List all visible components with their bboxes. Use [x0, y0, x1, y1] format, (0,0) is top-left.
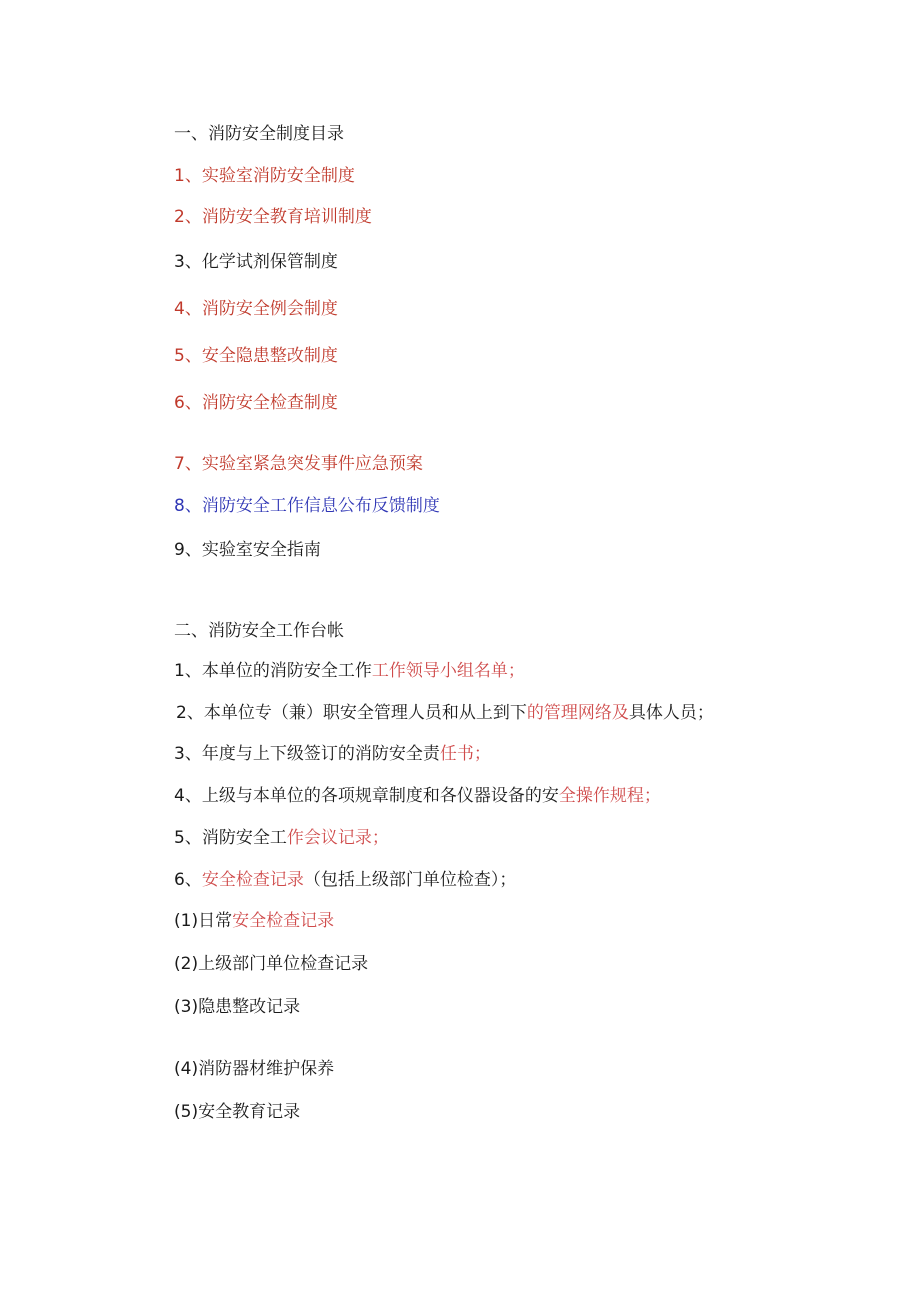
item-number: (4): [174, 1059, 199, 1079]
item-number: 1、: [174, 661, 202, 681]
item-text-highlight: 安全检查记录: [232, 911, 335, 931]
item-number: 3、: [174, 744, 202, 764]
list-item: [174, 660, 525, 682]
item-text: 消防安全工作信息公布反馈制度: [201, 496, 440, 516]
list-item: [174, 827, 389, 849]
list-item: [174, 743, 491, 765]
item-number: 5、: [174, 346, 202, 366]
item-number: (1): [174, 911, 199, 931]
item-number: 5、: [174, 828, 202, 848]
section2-heading: 二、消防安全工作台帐: [174, 621, 344, 641]
list-item: [174, 206, 372, 228]
item-text-highlight: 安全检查记录: [201, 870, 304, 890]
item-number: 2、: [176, 703, 204, 723]
list-item: [174, 785, 661, 807]
item-text-highlight: 的管理网络及: [526, 703, 629, 723]
list-item: [174, 165, 355, 187]
item-text: 消防安全教育培训制度: [201, 207, 372, 227]
item-text: 本单位专（兼）职安全管理人员和从上到下: [203, 703, 527, 723]
item-text: 实验室消防安全制度: [201, 166, 355, 186]
item-number: (5): [174, 1102, 199, 1122]
item-number: 3、: [174, 252, 202, 272]
item-text: 本单位的消防安全工作: [201, 661, 372, 681]
sub-list-item: [174, 910, 334, 932]
item-number: 4、: [174, 299, 202, 319]
list-item: [174, 345, 338, 367]
item-text: 消防安全例会制度: [201, 299, 338, 319]
list-item: [174, 251, 338, 273]
sub-list-item: [174, 1058, 334, 1080]
item-text: 安全隐患整改制度: [201, 346, 338, 366]
item-text: 安全教育记录: [198, 1102, 301, 1122]
item-number: (3): [174, 997, 199, 1017]
item-text: 实验室紧急突发事件应急预案: [201, 454, 423, 474]
item-text: 隐患整改记录: [198, 997, 301, 1017]
item-text-highlight: 全操作规程；: [558, 786, 661, 806]
item-text: 上级与本单位的各项规章制度和各仪器设备的安: [201, 786, 559, 806]
item-number: 9、: [174, 540, 202, 560]
item-text-tail: 具体人员；: [628, 703, 714, 723]
item-text-highlight: 工作领导小组名单；: [371, 661, 525, 681]
item-number: (2): [174, 954, 199, 974]
list-item: [174, 298, 338, 320]
list-item: [174, 869, 516, 891]
item-text: 消防安全工: [201, 828, 287, 848]
list-item: [174, 392, 338, 414]
item-text: （包括上级部门单位检查）；: [303, 870, 517, 890]
item-number: 6、: [174, 870, 202, 890]
list-item: [174, 539, 321, 561]
item-text: 日常: [198, 911, 233, 931]
list-item: [176, 702, 714, 724]
section1-heading: 一、消防安全制度目录: [174, 124, 344, 144]
sub-list-item: [174, 1101, 300, 1123]
list-item: [174, 495, 440, 517]
sub-list-item: [174, 953, 368, 975]
item-text: 化学试剂保管制度: [201, 252, 338, 272]
item-text: 实验室安全指南: [201, 540, 321, 560]
item-number: 1、: [174, 166, 202, 186]
list-item: [174, 453, 423, 475]
item-number: 4、: [174, 786, 202, 806]
sub-list-item: [174, 996, 300, 1018]
item-text: 消防器材维护保养: [198, 1059, 335, 1079]
item-number: 7、: [174, 454, 202, 474]
item-number: 6、: [174, 393, 202, 413]
item-text: 年度与上下级签订的消防安全责: [201, 744, 440, 764]
item-text-highlight: 任书；: [439, 744, 491, 764]
item-text: 上级部门单位检查记录: [198, 954, 369, 974]
item-number: 2、: [174, 207, 202, 227]
item-text-highlight: 作会议记录；: [286, 828, 389, 848]
item-number: 8、: [174, 496, 202, 516]
item-text: 消防安全检查制度: [201, 393, 338, 413]
